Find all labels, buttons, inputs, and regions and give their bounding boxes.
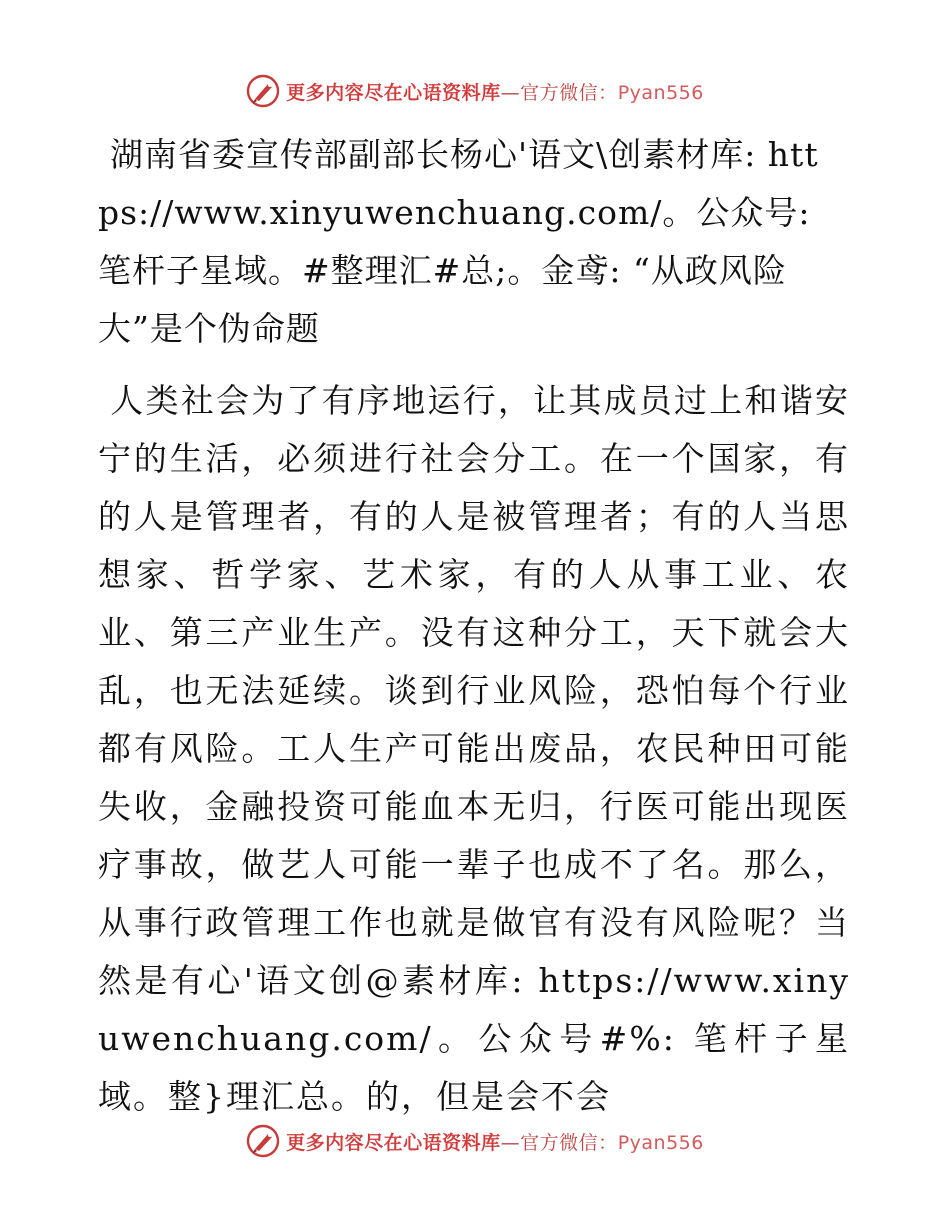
document-title-text: 湖南省委宣传部副部长杨心'语文\创素材库: https://www.xinyuwenchuang.com/。公众号: 笔杆子星域。#整理汇#总;。金鸢: “从政风险大”是个伪命题 — [98, 135, 819, 348]
banner-separator: — — [500, 1131, 521, 1154]
banner-wechat-id: Pyan556 — [617, 81, 704, 104]
document-paragraph-text: 人类社会为了有序地运行，让其成员过上和谐安宁的生活，必须进行社会分工。在一个国家，有的人是管理者，有的人是被管理者；有的人当思想家、哲学家、艺术家，有的人从事工业、农业、第三产业生产。没有这种分工，天下就会大乱，也无法延续。谈到行业风险，恐怕每个行业都有风险。工人生产可能出废品，农民种田可能失收，金融投资可能血本无归，行医可能出现医疗事故，做艺人可能一辈子也成不了名。那么，从事行政管理工作也就是做官有没有风险呢？当然是有心'语文创@素材库: https://www.xinyuwenchuang.com/。公众号#%: 笔杆子星域。整}理汇总。的，但是会不会 — [98, 381, 850, 1116]
document-paragraph — [98, 372, 850, 1126]
banner-wechat-label: 官方微信： — [520, 81, 618, 104]
pen-logo-icon — [246, 74, 280, 108]
header-watermark-banner — [0, 74, 950, 108]
banner-wechat-label: 官方微信： — [520, 1131, 618, 1154]
banner-wechat-id: Pyan556 — [617, 1131, 704, 1154]
banner-text — [286, 78, 704, 105]
banner-separator: — — [500, 81, 521, 104]
banner-main-text: 更多内容尽在心语资料库 — [286, 1131, 501, 1154]
banner-text — [286, 1128, 704, 1155]
document-title — [98, 126, 838, 358]
banner-main-text: 更多内容尽在心语资料库 — [286, 81, 501, 104]
footer-watermark-banner — [0, 1124, 950, 1158]
pen-logo-icon — [246, 1124, 280, 1158]
